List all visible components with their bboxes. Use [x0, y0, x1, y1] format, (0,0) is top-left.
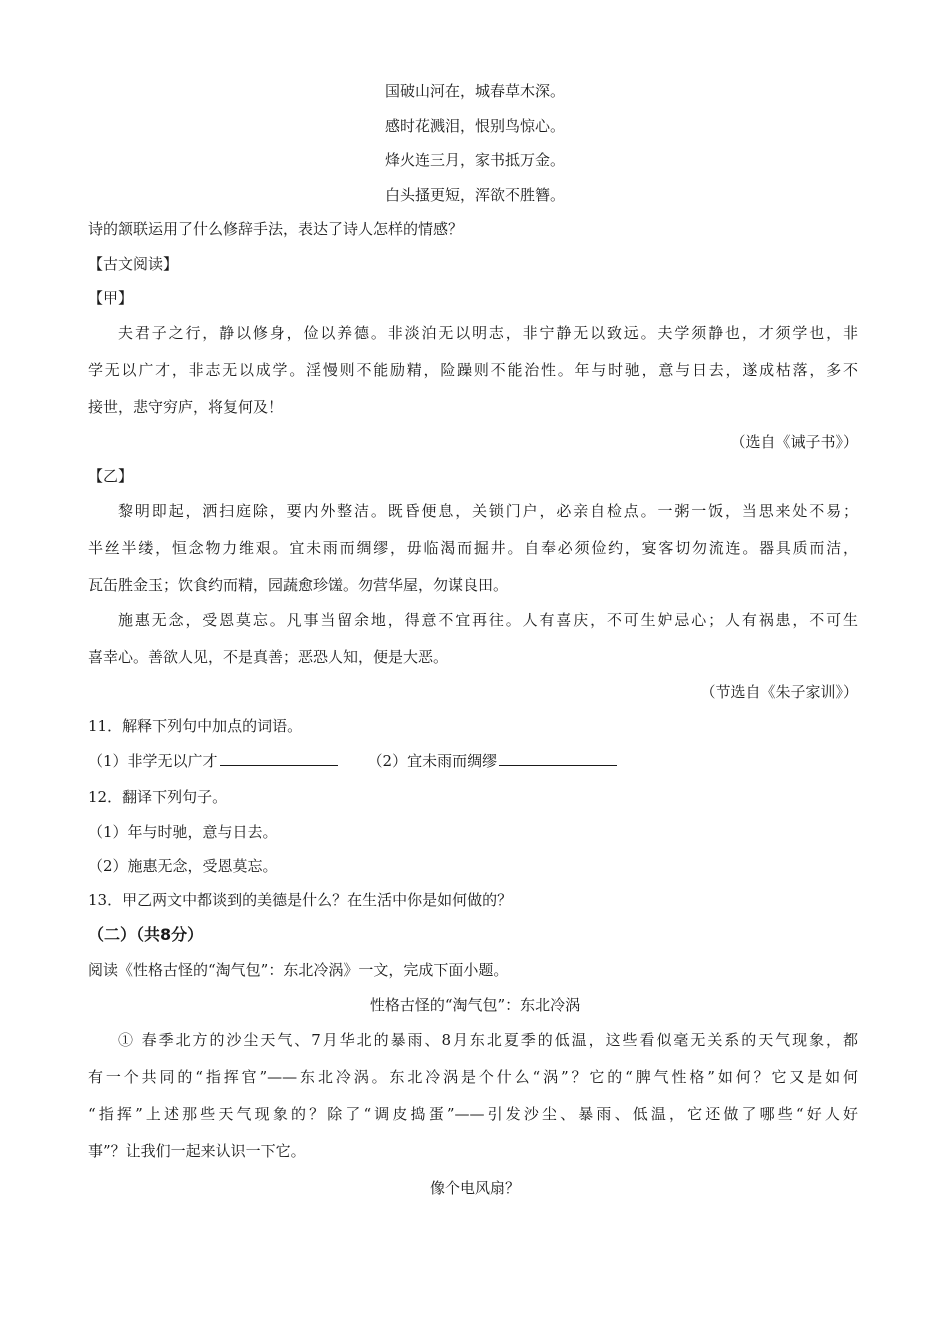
q11-title: 11．解释下列句中加点的词语。	[88, 717, 303, 735]
poem-line: 感时花溅泪，恨别鸟惊心。	[384, 117, 565, 135]
jia-text-line: 学无以广才，非志无以成学。淫慢则不能励精，险躁则不能治性。年与时驰，意与日去，遂成枯落，多不	[88, 361, 858, 379]
article-title: 性格古怪的“淘气包”：东北冷涡	[369, 996, 581, 1014]
yi-text-line: 瓦缶胜金玉；饮食约而精，园蔬愈珍馐。勿营华屋，勿谋良田。	[88, 576, 509, 594]
yi-text-line: 喜幸心。善欲人见，不是真善；恶恐人知，便是大恶。	[88, 648, 449, 666]
article-text-line: 有一个共同的“指挥官”——东北冷涡。东北冷涡是个什么“涡”？它的“脾气性格”如何？它又是如何	[88, 1068, 858, 1086]
article-text-line: 事”？让我们一起来认识一下它。	[88, 1142, 306, 1160]
answer-blank-1[interactable]	[220, 750, 338, 766]
q12-item-1: （1）年与时驰，意与日去。	[88, 823, 278, 841]
yi-text-line: 黎明即起，洒扫庭除，要内外整洁。既昏便息，关锁门户，必亲自检点。一粥一饭，当思来处不易；	[118, 502, 858, 520]
q11-items	[88, 750, 617, 772]
q12-title: 12．翻译下列句子。	[88, 788, 228, 806]
classical-heading: 【古文阅读】	[88, 255, 179, 273]
poem-line: 烽火连三月，家书抵万金。	[384, 151, 565, 169]
jia-label: 【甲】	[88, 289, 134, 307]
q13: 13．甲乙两文中都谈到的美德是什么？在生活中你是如何做的？	[88, 891, 513, 909]
yi-label: 【乙】	[88, 467, 134, 485]
article-text-line: ① 春季北方的沙尘天气、7月华北的暴雨、8月东北夏季的低温，这些看似毫无关系的天气现象，都	[118, 1031, 858, 1049]
yi-text-line: 施惠无念，受恩莫忘。凡事当留余地，得意不宜再往。人有喜庆，不可生妒忌心；人有祸患，不可生	[118, 611, 858, 629]
answer-blank-2[interactable]	[499, 750, 617, 766]
q11-item-1: （1）非学无以广才	[88, 752, 218, 770]
jia-source: （选自《诫子书》）	[730, 433, 858, 451]
section-2-heading: （二）（共8分）	[88, 925, 204, 944]
poem-line: 白头搔更短，浑欲不胜簪。	[384, 186, 565, 204]
read-instruction: 阅读《性格古怪的“淘气包”：东北冷涡》一文，完成下面小题。	[88, 961, 509, 979]
poem-line: 国破山河在，城春草木深。	[384, 82, 565, 100]
article-text-line: “指挥”上述那些天气现象的？除了“调皮捣蛋”——引发沙尘、暴雨、低温，它还做了哪些“好人好	[88, 1105, 858, 1123]
article-subtitle: 像个电风扇？	[429, 1179, 520, 1197]
jia-text-line: 夫君子之行，静以修身，俭以养德。非淡泊无以明志，非宁静无以致远。夫学须静也，才须学也，非	[118, 324, 858, 342]
jia-text-line: 接世，悲守穷庐，将复何及！	[88, 398, 284, 416]
poem-question: 诗的颔联运用了什么修辞手法，表达了诗人怎样的情感？	[88, 220, 464, 238]
q12-item-2: （2）施惠无念，受恩莫忘。	[88, 857, 278, 875]
yi-source: （节选自《朱子家训》）	[700, 683, 858, 701]
yi-text-line: 半丝半缕，恒念物力维艰。宜未雨而绸缪，毋临渴而掘井。自奉必须俭约，宴客切勿流连。器具质而洁，	[88, 539, 858, 557]
q11-item-2: （2）宜未雨而绸缪	[367, 752, 498, 770]
